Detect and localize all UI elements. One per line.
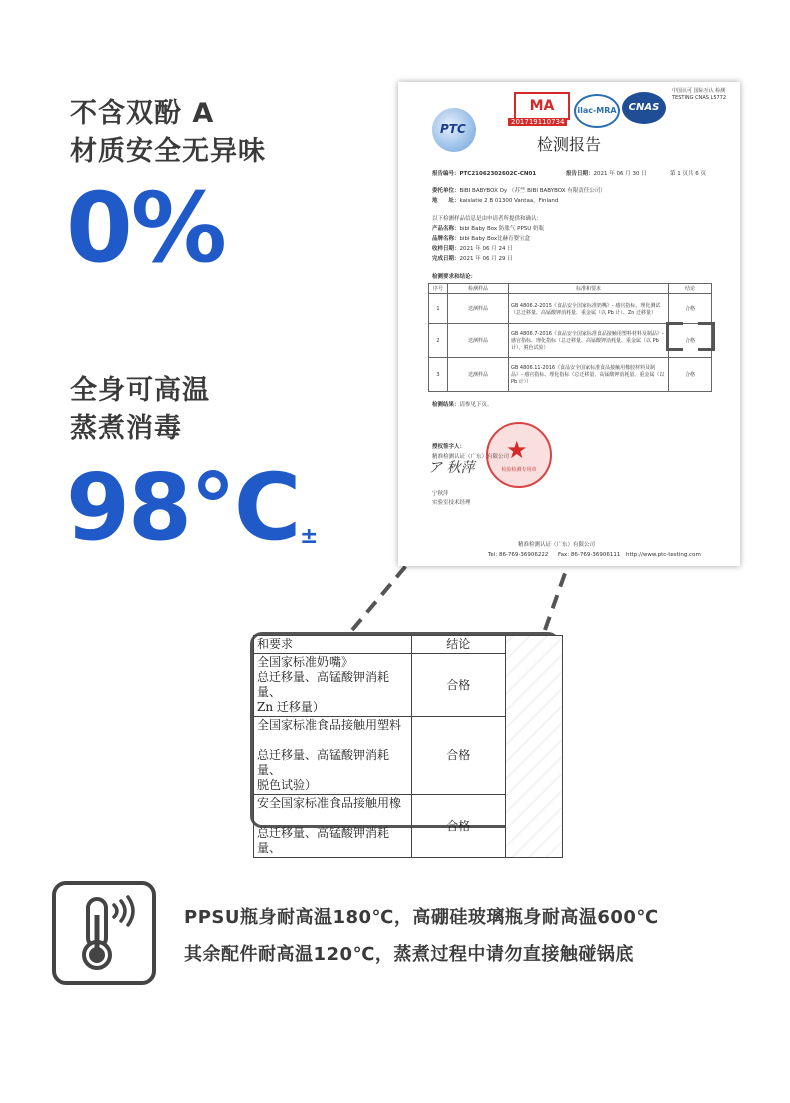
table-row [429, 358, 712, 392]
zoom-line-blank [257, 733, 408, 748]
signer-label [432, 442, 465, 450]
table-header: 标准和要求 [509, 284, 669, 294]
report-page-info: 第 1 页共 6 页 [670, 171, 706, 177]
footer-web: http://www.ptc-testing.com [626, 552, 701, 558]
headline-line: 材质安全无异味 [70, 136, 266, 167]
product-value: bibi Baby Box 防胀气 PPSU 奶瓶 [459, 226, 545, 232]
result-value: 请参见下页。 [459, 402, 493, 408]
zoom-row-req [254, 654, 412, 717]
row-result: 合格 [669, 294, 712, 324]
completed-value: 2021 年 06 月 29 日 [459, 256, 513, 262]
zoom-line: Zn 迁移量） [257, 700, 325, 714]
received-label: 收样日期： [432, 246, 460, 252]
cnas-logo-icon: CNAS [622, 92, 666, 124]
footer-tel: Tel: 86-769-36906222 [488, 552, 549, 558]
zoom-header-row [254, 636, 563, 654]
zoom-line: 脱色试验） [257, 778, 318, 792]
address-label: 地 址： [432, 198, 460, 204]
thermometer-icon [56, 885, 152, 981]
zoom-row-result: 合格 [412, 654, 506, 717]
brand-line [432, 234, 530, 242]
zoom-row-req [254, 717, 412, 795]
stamp-text: 检验检测专用章 [501, 467, 537, 473]
note-line-2: 其余配件耐高温120℃，蒸煮过程中请勿直接触碰锅底 [184, 944, 634, 965]
row-sample: 送测样品 [448, 358, 509, 392]
signer-org: 精准检测认证（广东）有限公司 [432, 454, 510, 460]
footer-fax: Fax: 86-769-36906111 [558, 552, 621, 558]
address-value: kaislatie 2 B 01300 Vantaa，Finland [459, 198, 559, 204]
client-line [432, 186, 606, 194]
zoom-line: 全国家标准食品接触用塑料 [257, 718, 402, 732]
zoom-row-result: 合格 [412, 795, 506, 858]
headline-line: 不含双酚 A [70, 98, 215, 129]
zoom-header-result: 结论 [412, 636, 506, 654]
row-no: 3 [429, 358, 448, 392]
product-line [432, 224, 544, 232]
zoomed-result-excerpt [250, 632, 560, 855]
stat-temperature: 98℃ [66, 454, 300, 561]
row-standard: GB 4806.11-2016《食品安全国家标准食品接触用橡胶材料及制品》- 感官指标、理化指标（总迁移量、高锰酸钾消耗量、重金属（以 Pb 计）） [509, 358, 669, 392]
client-label: 委托单位： [432, 188, 460, 194]
report-number-line [432, 169, 536, 177]
signer-title: 实验室技术经理 [432, 500, 471, 506]
note-line-1: PPSU瓶身耐高温180℃，高硼硅玻璃瓶身耐高温600℃ [184, 907, 659, 928]
ilac-mra-logo-icon: ilac-MRA [574, 94, 620, 128]
product-label: 产品名称： [432, 226, 460, 232]
zoom-row-req [254, 795, 412, 858]
intro-line: 以下检测样品信息是由申请者所提供和确认： [432, 216, 543, 222]
cma-number: 201719110734 [508, 118, 567, 126]
table-header: 检测样品 [448, 284, 509, 294]
row-sample: 送测样品 [448, 294, 509, 324]
section-label-text: 检测要求和结论： [432, 274, 477, 280]
row-standard: GB 4806.7-2016《食品安全国家标准食品接触用塑料材料及制品》- 感官指标、理化指标（总迁移量、高锰酸钾消耗量、重金属（以 Pb 计）、脱色试验） [509, 324, 669, 358]
stat-temperature-suffix: ± [300, 524, 319, 549]
report-title: 检测报告 [536, 135, 601, 154]
row-no: 2 [429, 324, 448, 358]
received-value: 2021 年 06 月 24 日 [459, 246, 513, 252]
row-result: 合格 [669, 358, 712, 392]
report-number: PTC21062302602C-CN01 [459, 171, 537, 177]
zoom-header-req: 和要求 [254, 636, 412, 654]
cma-logo-icon: MA [514, 92, 570, 120]
zoom-line: 安全国家标准食品接触用橡 [257, 796, 402, 810]
stamp-star-icon: ★ [506, 436, 528, 464]
brand-value: bibi Baby Box比赫育婴宝盒 [459, 236, 531, 242]
highlight-corner-br [698, 334, 715, 351]
zoom-line: 总迁移量、高锰酸钾消耗量、 [257, 670, 390, 699]
table-row [429, 294, 712, 324]
ptc-logo-text: PTC [440, 122, 466, 136]
zoom-table [253, 635, 563, 858]
brand-label: 品牌名称： [432, 236, 460, 242]
completed-line [432, 254, 513, 262]
report-date-label: 报告日期： [566, 171, 594, 177]
heat-waves-icon [114, 897, 133, 925]
report-number-label: 报告编号： [432, 171, 460, 177]
row-result: 合格 [669, 324, 712, 358]
cnas-caption: 中国认可 国际互认 检测 TESTING CNAS L5772 [672, 88, 727, 101]
zoom-line: 全国家标准奶嘴》 [257, 655, 354, 669]
address-line [432, 196, 558, 204]
client-value: BIBI BABYBOX Oy （苏竺 BIBI BABYBOX 有限责任公司） [459, 188, 606, 194]
row-standard: GB 4806.2-2015《食品安全国家标准奶嘴》- 感官指标、理化测试（总迁移量、高锰酸钾消耗量、重金属（以 Pb 计）、Zn 迁移量） [509, 294, 669, 324]
zoom-row-result: 合格 [412, 717, 506, 795]
received-line [432, 244, 513, 252]
row-sample: 送测样品 [448, 324, 509, 358]
official-stamp [486, 422, 552, 488]
zoom-line-blank [257, 811, 408, 826]
zoom-line: 总迁移量、高锰酸钾消耗量、 [257, 748, 390, 777]
highlight-corner-bl [666, 334, 683, 351]
signer-label-text: 授权签字人： [432, 444, 466, 450]
footer-company: 精准检测认证（广东）有限公司 [518, 542, 596, 548]
headline-line: 全身可高温 [70, 375, 210, 406]
completed-label: 完成日期： [432, 256, 460, 262]
signature: ア 秋萍 [428, 460, 475, 476]
zoom-line: 总迁移量、高锰酸钾消耗量、 [257, 826, 390, 855]
table-header-row [429, 284, 712, 294]
row-no: 1 [429, 294, 448, 324]
thermometer-icon-box [52, 881, 156, 985]
table-header: 结论 [669, 284, 712, 294]
report-date-line [566, 169, 647, 177]
report-date: 2021 年 06 月 30 日 [593, 171, 647, 177]
result-line [432, 400, 493, 408]
section-label [432, 272, 476, 280]
result-label: 检测结果： [432, 402, 460, 408]
stat-zero-percent: 0% [66, 172, 225, 284]
signer-name: 宁秋萍 [432, 491, 449, 497]
table-header: 序号 [429, 284, 448, 294]
test-report-document [398, 82, 740, 566]
zoom-blank-column [505, 636, 562, 858]
headline-line: 蒸煮消毒 [70, 413, 182, 444]
